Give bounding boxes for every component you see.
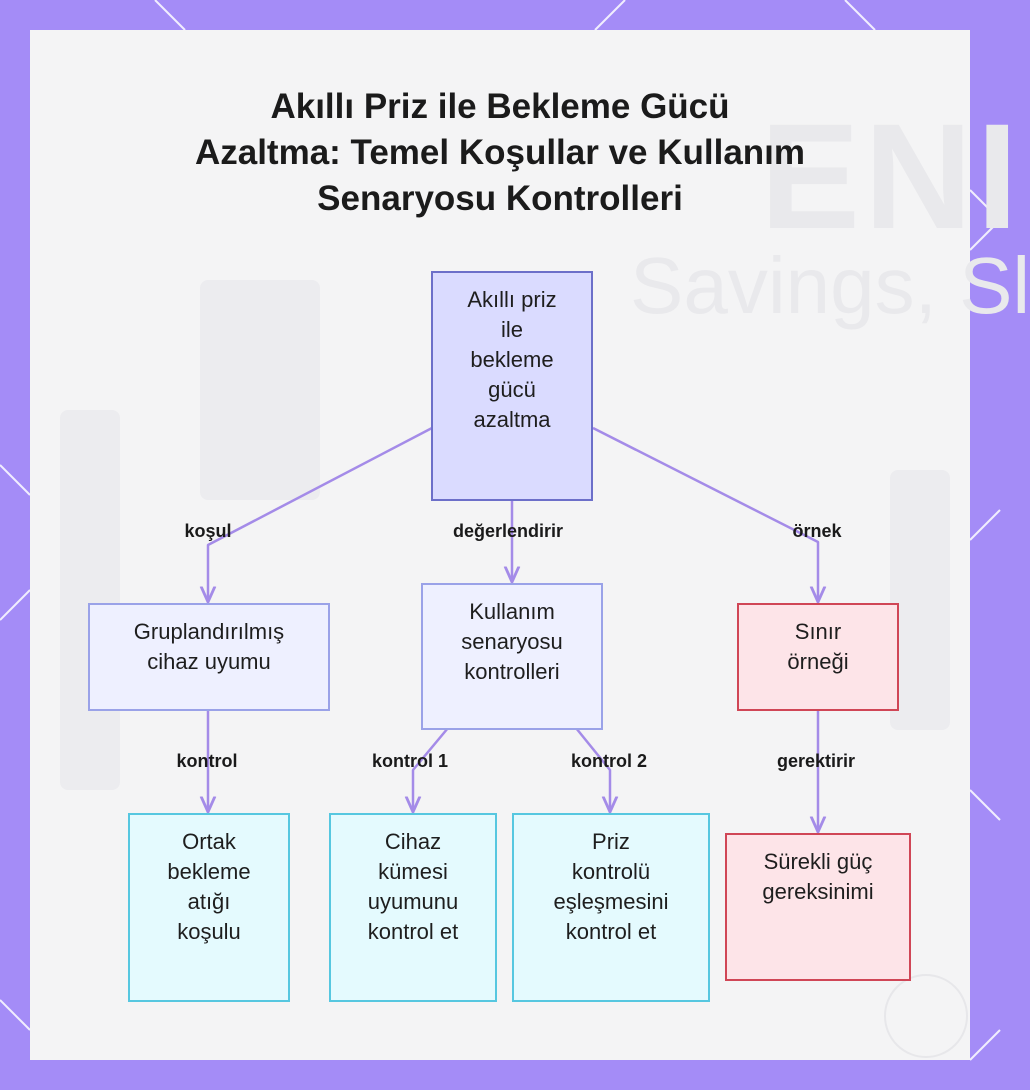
node-text: kontrolleri xyxy=(464,659,560,684)
title-line: Akıllı Priz ile Bekleme Gücü xyxy=(270,87,730,126)
node-text: kontrol et xyxy=(367,919,459,944)
background-text-large: ENI xyxy=(760,92,1023,260)
edge-label-kontrol: kontrol xyxy=(176,751,238,771)
edge-label-gerektirir: gerektirir xyxy=(776,751,856,771)
node-text: Gruplandırılmış xyxy=(133,619,285,644)
edge-label-degerlendirir: değerlendirir xyxy=(452,521,564,541)
node-text: bekleme xyxy=(470,347,554,372)
node-text: Kullanım xyxy=(469,599,555,624)
node-text: kontrolü xyxy=(571,859,651,884)
node-text: senaryosu xyxy=(461,629,563,654)
node-limit-example xyxy=(737,603,899,711)
edge-kosul xyxy=(208,428,432,602)
node-continuous-power xyxy=(725,833,911,981)
node-text: Priz xyxy=(592,829,630,854)
edge-label-kontrol-1: kontrol 1 xyxy=(371,751,449,771)
node-text: azaltma xyxy=(473,407,551,432)
node-text: Sürekli güç xyxy=(763,849,873,874)
node-text: Ortak xyxy=(182,829,236,854)
title-line: Azaltma: Temel Koşullar ve Kullanım xyxy=(194,133,806,172)
node-text: eşleşmesini xyxy=(553,889,669,914)
node-text: Akıllı priz xyxy=(467,287,557,312)
node-text: örneği xyxy=(787,649,849,674)
node-text: uyumunu xyxy=(367,889,459,914)
edge-label-ornek: örnek xyxy=(792,521,842,541)
node-text: kümesi xyxy=(378,859,448,884)
node-plug-control xyxy=(512,813,710,1002)
title-line: Senaryosu Kontrolleri xyxy=(317,179,683,218)
edge-ornek xyxy=(593,428,818,602)
node-text: kontrol et xyxy=(565,919,657,944)
node-root xyxy=(431,271,593,501)
node-text: atığı xyxy=(187,889,231,914)
node-common-standby xyxy=(128,813,290,1002)
node-text: Sınır xyxy=(794,619,842,644)
node-usage-scenario xyxy=(421,583,603,730)
node-text: gereksinimi xyxy=(762,879,874,904)
node-grouped-compatibility xyxy=(88,603,330,711)
background-text-small: Savings, Sl xyxy=(630,241,1030,330)
node-text: cihaz uyumu xyxy=(147,649,271,674)
edge-label-kontrol-2: kontrol 2 xyxy=(570,751,648,771)
node-text: ile xyxy=(500,317,523,342)
node-text: gücü xyxy=(488,377,536,402)
node-text: Cihaz xyxy=(384,829,442,854)
node-device-cluster xyxy=(329,813,497,1002)
edge-label-kosul: koşul xyxy=(184,521,232,541)
node-text: bekleme xyxy=(167,859,251,884)
node-text: koşulu xyxy=(177,919,241,944)
